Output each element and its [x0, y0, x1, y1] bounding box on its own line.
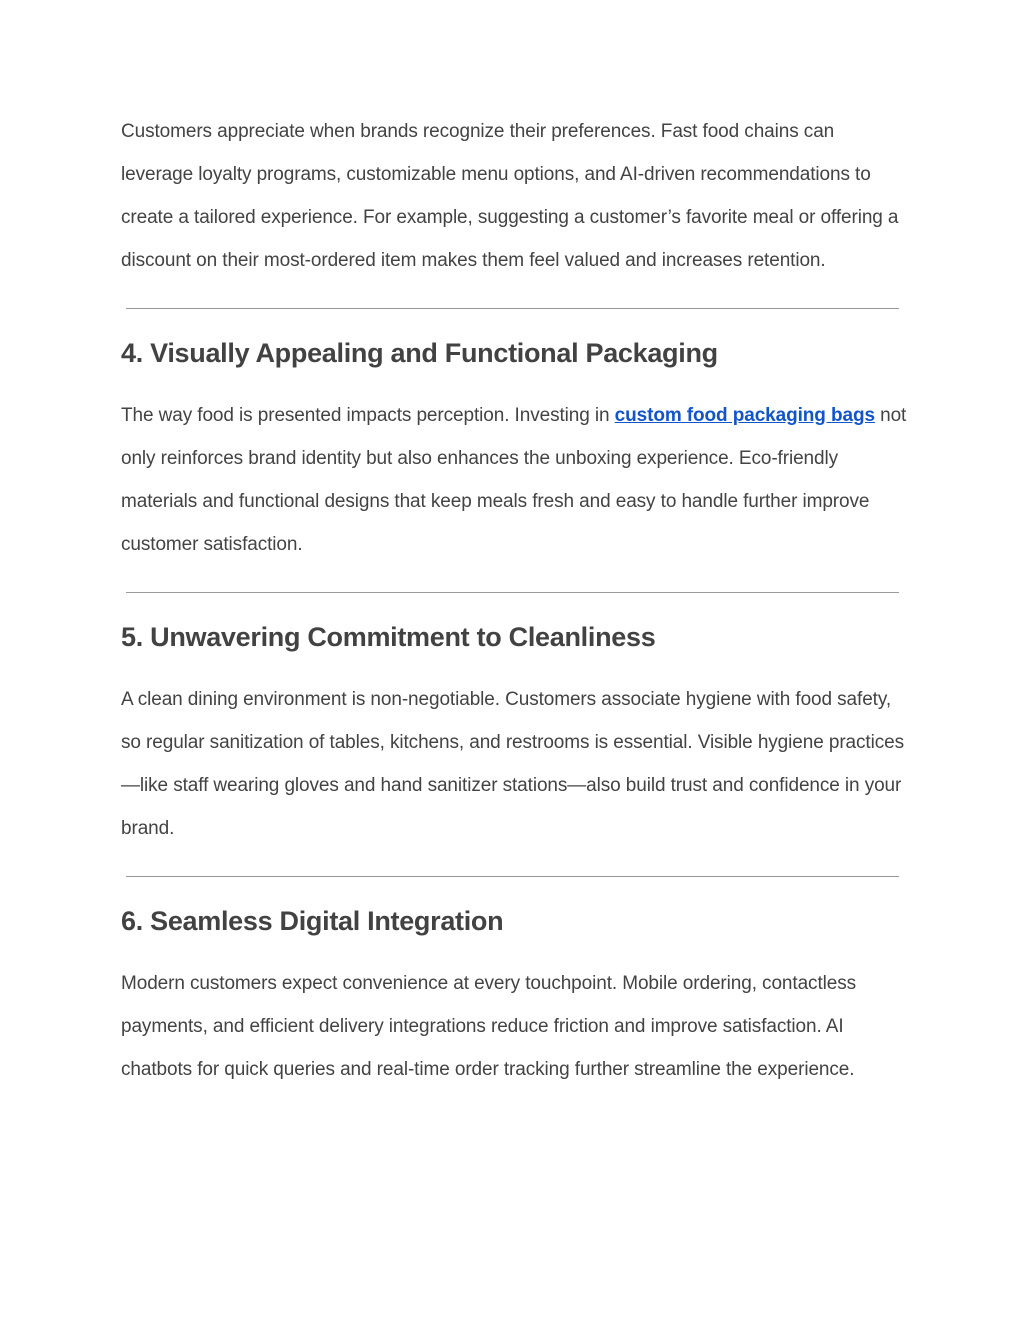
section-divider — [126, 308, 899, 309]
section-6-heading: 6. Seamless Digital Integration — [121, 906, 504, 936]
section-divider — [126, 592, 899, 593]
intro-paragraph: Customers appreciate when brands recognize their preferences. Fast food chains can leverage loyalty programs, customizable menu options, and AI-driven recommendations to create a tailored experience. For example, suggesting a customer’s favorite meal or offering a discount on their most-ordered item makes them feel valued and increases retention. — [121, 121, 899, 271]
section-divider — [126, 876, 899, 877]
custom-food-packaging-bags-link[interactable]: custom food packaging bags — [614, 405, 875, 426]
document-page — [121, 110, 911, 1091]
section-4-heading: 4. Visually Appealing and Functional Packaging — [121, 338, 718, 368]
section-4-paragraph — [121, 394, 911, 566]
section-5-heading: 5. Unwavering Commitment to Cleanliness — [121, 622, 656, 652]
section-5-paragraph: A clean dining environment is non-negotiable. Customers associate hygiene with food safety, so regular sanitization of tables, kitchens, and restrooms is essential. Visible hygiene practices—like staff wearing gloves and hand sanitizer stations—also build trust and confidence in your brand. — [121, 689, 904, 839]
section-6-paragraph: Modern customers expect convenience at every touchpoint. Mobile ordering, contactless payments, and efficient delivery integrations reduce friction and improve satisfaction. AI chatbots for quick queries and real-time order tracking further streamline the experience. — [121, 973, 857, 1080]
section-4-text-after-link: not only reinforces brand identity but also enhances the unboxing experience. Eco-friendly materials and functional designs that keep meals fresh and easy to handle further improve customer satisfaction. — [121, 405, 907, 555]
section-4-text-before-link: The way food is presented impacts perception. Investing in — [121, 405, 615, 426]
